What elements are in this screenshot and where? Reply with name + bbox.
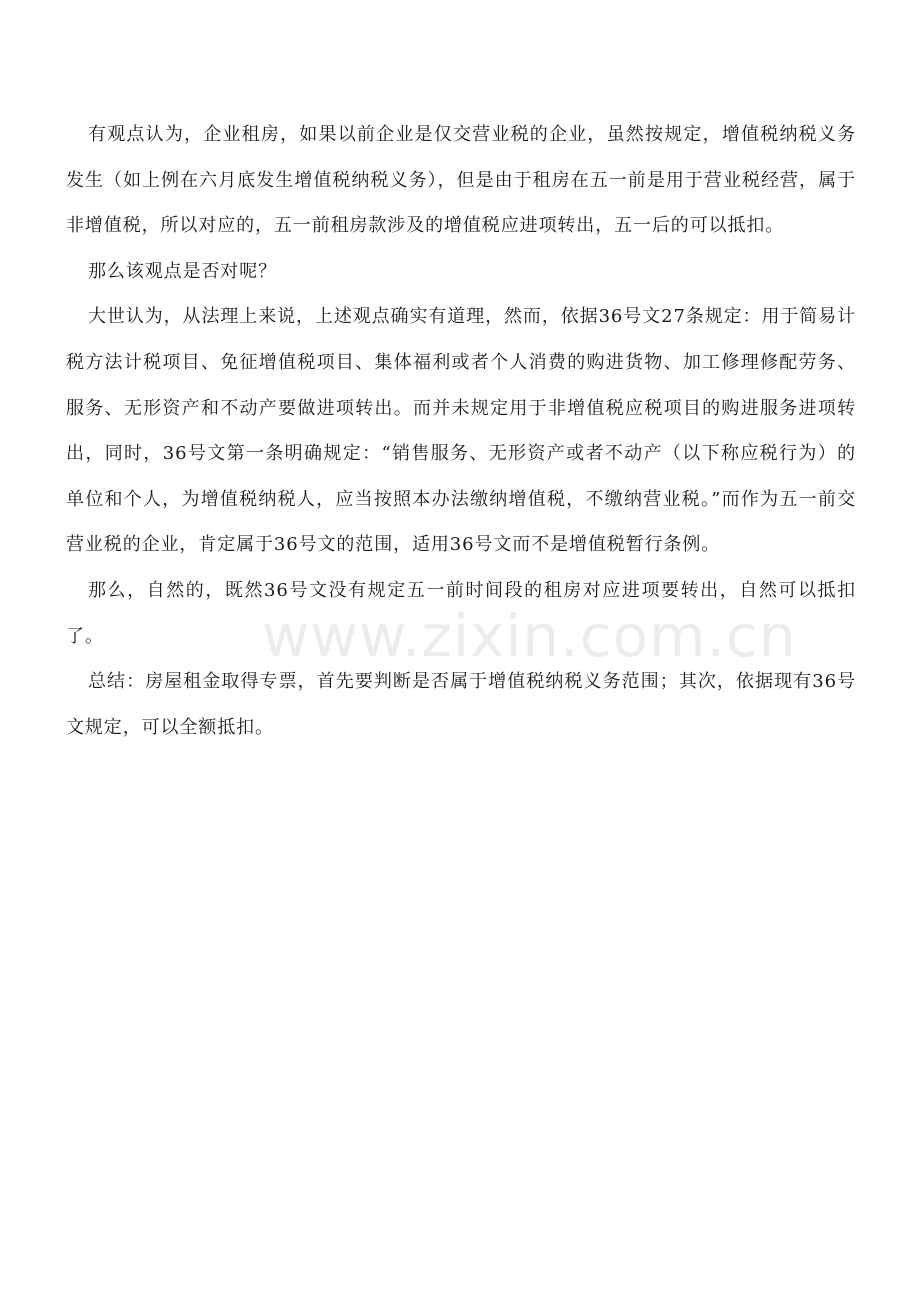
paragraph-5: 总结：房屋租金取得专票，首先要判断是否属于增值税纳税义务范围；其次，依据现有36号文规定，可以全额抵扣。 [66, 671, 856, 738]
paragraph-4: 那么，自然的，既然36号文没有规定五一前时间段的租房对应进项要转出，自然可以抵扣了。 [66, 579, 856, 647]
watermark: www.zixin.com.cn [262, 602, 797, 670]
paragraph-1: 有观点认为，企业租房，如果以前企业是仅交营业税的企业，虽然按规定，增值税纳税义务发生（如上例在六月底发生增值税纳税义务），但是由于租房在五一前是用于营业税经营，属于非增值税，所以对应的，五一前租房款涉及的增值税应进项转出，五一后的可以抵扣。 [66, 124, 856, 237]
paragraph-2: 那么该观点是否对呢？ [88, 260, 277, 282]
document-body [66, 112, 856, 750]
paragraph-3: 大世认为，从法理上来说，上述观点确实有道理，然而，依据36号文27条规定：用于简易计税方法计税项目、免征增值税项目、集体福利或者个人消费的购进货物、加工修理修配劳务、服务、无形资产和不动产要做进项转出。而并未规定用于非增值税应税项目的购进服务进项转出，同时，36号文第一条明确规定：“销售服务、无形资产或者不动产（以下称应税行为）的单位和个人，为增值税纳税人，应当按照本办法缴纳增值税，不缴纳营业税。”而作为五一前交营业税的企业，肯定属于36号文的范围，适用36号文而不是增值税暂行条例。 [66, 306, 856, 556]
